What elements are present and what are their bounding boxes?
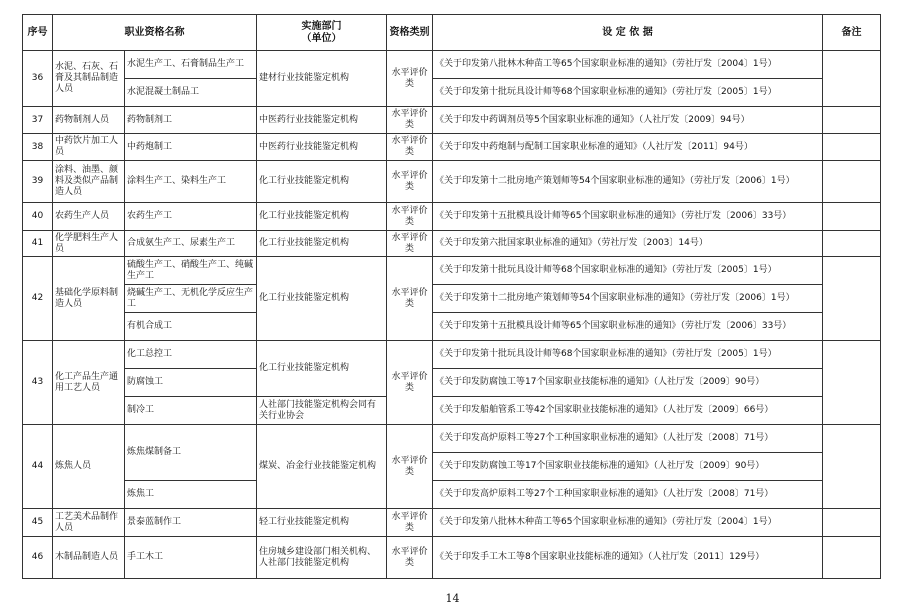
table-row bbox=[23, 231, 881, 257]
type-cell: 水平评价类 bbox=[387, 107, 433, 134]
dept-cell: 中医药行业技能鉴定机构 bbox=[257, 134, 387, 161]
header-note: 备注 bbox=[823, 15, 881, 51]
seq-cell: 44 bbox=[23, 425, 53, 509]
category-cell: 炼焦人员 bbox=[53, 425, 125, 509]
category-cell: 化学肥料生产人员 bbox=[53, 231, 125, 257]
seq-cell: 46 bbox=[23, 537, 53, 579]
header-dept-main: 实施部门 bbox=[301, 20, 342, 32]
dept-cell: 化工行业技能鉴定机构 bbox=[257, 231, 387, 257]
note-cell bbox=[823, 203, 881, 231]
basis-cell: 《关于印发中药炮制与配制工国家职业标准的通知》（人社厅发〔2011〕94号） bbox=[433, 134, 823, 161]
note-cell bbox=[823, 161, 881, 203]
note-cell bbox=[823, 231, 881, 257]
header-seq: 序号 bbox=[23, 15, 53, 51]
category-cell: 药物制剂人员 bbox=[53, 107, 125, 134]
job-cell: 景泰蓝制作工 bbox=[125, 509, 257, 537]
basis-cell: 《关于印发中药调剂员等5个国家职业标准的通知》（人社厅发〔2009〕94号） bbox=[433, 107, 823, 134]
seq-cell: 45 bbox=[23, 509, 53, 537]
type-cell: 水平评价类 bbox=[387, 231, 433, 257]
category-cell: 中药饮片加工人员 bbox=[53, 134, 125, 161]
table-row bbox=[23, 51, 881, 79]
job-cell: 有机合成工 bbox=[125, 313, 257, 341]
job-cell: 炼焦煤制备工 bbox=[125, 425, 257, 481]
header-basis: 设 定 依 据 bbox=[433, 15, 823, 51]
header-type: 资格类别 bbox=[387, 15, 433, 51]
table-row bbox=[23, 79, 881, 107]
dept-cell: 轻工行业技能鉴定机构 bbox=[257, 509, 387, 537]
basis-cell: 《关于印发第八批林木种苗工等65个国家职业标准的通知》（劳社厅发〔2004〕1号） bbox=[433, 509, 823, 537]
dept-cell: 建材行业技能鉴定机构 bbox=[257, 51, 387, 107]
table-row bbox=[23, 537, 881, 579]
type-cell: 水平评价类 bbox=[387, 509, 433, 537]
page-number: 14 bbox=[445, 592, 460, 605]
job-cell: 中药炮制工 bbox=[125, 134, 257, 161]
note-cell bbox=[823, 257, 881, 341]
basis-cell: 《关于印发第十二批房地产策划师等54个国家职业标准的通知》（劳社厅发〔2006〕1号） bbox=[433, 285, 823, 313]
basis-cell: 《关于印发第十五批模具设计师等65个国家职业标准的通知》（劳社厅发〔2006〕33号） bbox=[433, 203, 823, 231]
dept-cell: 化工行业技能鉴定机构 bbox=[257, 257, 387, 341]
seq-cell: 40 bbox=[23, 203, 53, 231]
category-cell: 农药生产人员 bbox=[53, 203, 125, 231]
basis-cell: 《关于印发第八批林木种苗工等65个国家职业标准的通知》（劳社厅发〔2004〕1号） bbox=[433, 51, 823, 79]
seq-cell: 43 bbox=[23, 341, 53, 425]
basis-cell: 《关于印发高炉原料工等27个工种国家职业标准的通知》（人社厅发〔2008〕71号） bbox=[433, 425, 823, 453]
job-cell: 水泥混凝土制品工 bbox=[125, 79, 257, 107]
type-cell: 水平评价类 bbox=[387, 257, 433, 341]
basis-cell: 《关于印发高炉原料工等27个工种国家职业标准的通知》（人社厅发〔2008〕71号） bbox=[433, 481, 823, 509]
job-cell: 烧碱生产工、无机化学反应生产工 bbox=[125, 285, 257, 313]
basis-cell: 《关于印发防腐蚀工等17个国家职业技能标准的通知》（人社厅发〔2009〕90号） bbox=[433, 453, 823, 481]
dept-cell: 中医药行业技能鉴定机构 bbox=[257, 107, 387, 134]
note-cell bbox=[823, 51, 881, 107]
job-cell: 防腐蚀工 bbox=[125, 369, 257, 397]
table-row bbox=[23, 161, 881, 203]
type-cell: 水平评价类 bbox=[387, 51, 433, 107]
category-cell: 木制品制造人员 bbox=[53, 537, 125, 579]
table-row bbox=[23, 425, 881, 453]
job-cell: 合成氨生产工、尿素生产工 bbox=[125, 231, 257, 257]
category-cell: 基础化学原料制造人员 bbox=[53, 257, 125, 341]
dept-cell: 化工行业技能鉴定机构 bbox=[257, 341, 387, 397]
job-cell: 硫酸生产工、硝酸生产工、纯碱生产工 bbox=[125, 257, 257, 285]
job-cell: 手工木工 bbox=[125, 537, 257, 579]
job-cell: 药物制剂工 bbox=[125, 107, 257, 134]
header-occupation: 职业资格名称 bbox=[53, 15, 257, 51]
job-cell: 化工总控工 bbox=[125, 341, 257, 369]
job-cell: 农药生产工 bbox=[125, 203, 257, 231]
table-row bbox=[23, 369, 881, 397]
header-row bbox=[23, 15, 881, 51]
job-cell: 制冷工 bbox=[125, 397, 257, 425]
job-cell: 炼焦工 bbox=[125, 481, 257, 509]
type-cell: 水平评价类 bbox=[387, 203, 433, 231]
table-row bbox=[23, 509, 881, 537]
type-cell: 水平评价类 bbox=[387, 134, 433, 161]
category-cell: 涂料、油墨、颜料及类似产品制造人员 bbox=[53, 161, 125, 203]
note-cell bbox=[823, 341, 881, 425]
type-cell: 水平评价类 bbox=[387, 537, 433, 579]
dept-cell: 住房城乡建设部门相关机构、人社部门技能鉴定机构 bbox=[257, 537, 387, 579]
basis-cell: 《关于印发防腐蚀工等17个国家职业技能标准的通知》（人社厅发〔2009〕90号） bbox=[433, 369, 823, 397]
table-row bbox=[23, 285, 881, 313]
basis-cell: 《关于印发第十批玩具设计师等68个国家职业标准的通知》（劳社厅发〔2005〕1号） bbox=[433, 257, 823, 285]
type-cell: 水平评价类 bbox=[387, 161, 433, 203]
basis-cell: 《关于印发第十批玩具设计师等68个国家职业标准的通知》（劳社厅发〔2005〕1号） bbox=[433, 341, 823, 369]
note-cell bbox=[823, 509, 881, 537]
basis-cell: 《关于印发船舶管系工等42个国家职业技能标准的通知》（人社厅发〔2009〕66号） bbox=[433, 397, 823, 425]
type-cell: 水平评价类 bbox=[387, 425, 433, 509]
dept-cell: 煤炭、冶金行业技能鉴定机构 bbox=[257, 425, 387, 509]
note-cell bbox=[823, 107, 881, 134]
category-cell: 水泥、石灰、石膏及其制品制造人员 bbox=[53, 51, 125, 107]
note-cell bbox=[823, 134, 881, 161]
seq-cell: 41 bbox=[23, 231, 53, 257]
qualification-table bbox=[22, 14, 881, 579]
table-row bbox=[23, 397, 881, 425]
job-cell: 涂料生产工、染料生产工 bbox=[125, 161, 257, 203]
basis-cell: 《关于印发手工木工等8个国家职业技能标准的通知》（人社厅发〔2011〕129号） bbox=[433, 537, 823, 579]
basis-cell: 《关于印发第十五批模具设计师等65个国家职业标准的通知》（劳社厅发〔2006〕33号） bbox=[433, 313, 823, 341]
dept-cell: 化工行业技能鉴定机构 bbox=[257, 203, 387, 231]
basis-cell: 《关于印发第十二批房地产策划师等54个国家职业标准的通知》（劳社厅发〔2006〕1号） bbox=[433, 161, 823, 203]
type-cell: 水平评价类 bbox=[387, 341, 433, 425]
seq-cell: 36 bbox=[23, 51, 53, 107]
header-dept-sub: （单位） bbox=[301, 32, 342, 44]
table-row bbox=[23, 313, 881, 341]
table-row bbox=[23, 107, 881, 134]
table-row bbox=[23, 134, 881, 161]
note-cell bbox=[823, 425, 881, 509]
basis-cell: 《关于印发第六批国家职业标准的通知》（劳社厅发〔2003〕14号） bbox=[433, 231, 823, 257]
category-cell: 化工产品生产通用工艺人员 bbox=[53, 341, 125, 425]
dept-cell: 人社部门技能鉴定机构会同有关行业协会 bbox=[257, 397, 387, 425]
table-row bbox=[23, 341, 881, 369]
seq-cell: 38 bbox=[23, 134, 53, 161]
seq-cell: 37 bbox=[23, 107, 53, 134]
seq-cell: 39 bbox=[23, 161, 53, 203]
table-row bbox=[23, 481, 881, 509]
dept-cell: 化工行业技能鉴定机构 bbox=[257, 161, 387, 203]
category-cell: 工艺美术品制作人员 bbox=[53, 509, 125, 537]
table-row bbox=[23, 203, 881, 231]
note-cell bbox=[823, 537, 881, 579]
table-row bbox=[23, 257, 881, 285]
job-cell: 水泥生产工、石膏制品生产工 bbox=[125, 51, 257, 79]
header-dept bbox=[257, 15, 387, 51]
seq-cell: 42 bbox=[23, 257, 53, 341]
basis-cell: 《关于印发第十批玩具设计师等68个国家职业标准的通知》（劳社厅发〔2005〕1号） bbox=[433, 79, 823, 107]
